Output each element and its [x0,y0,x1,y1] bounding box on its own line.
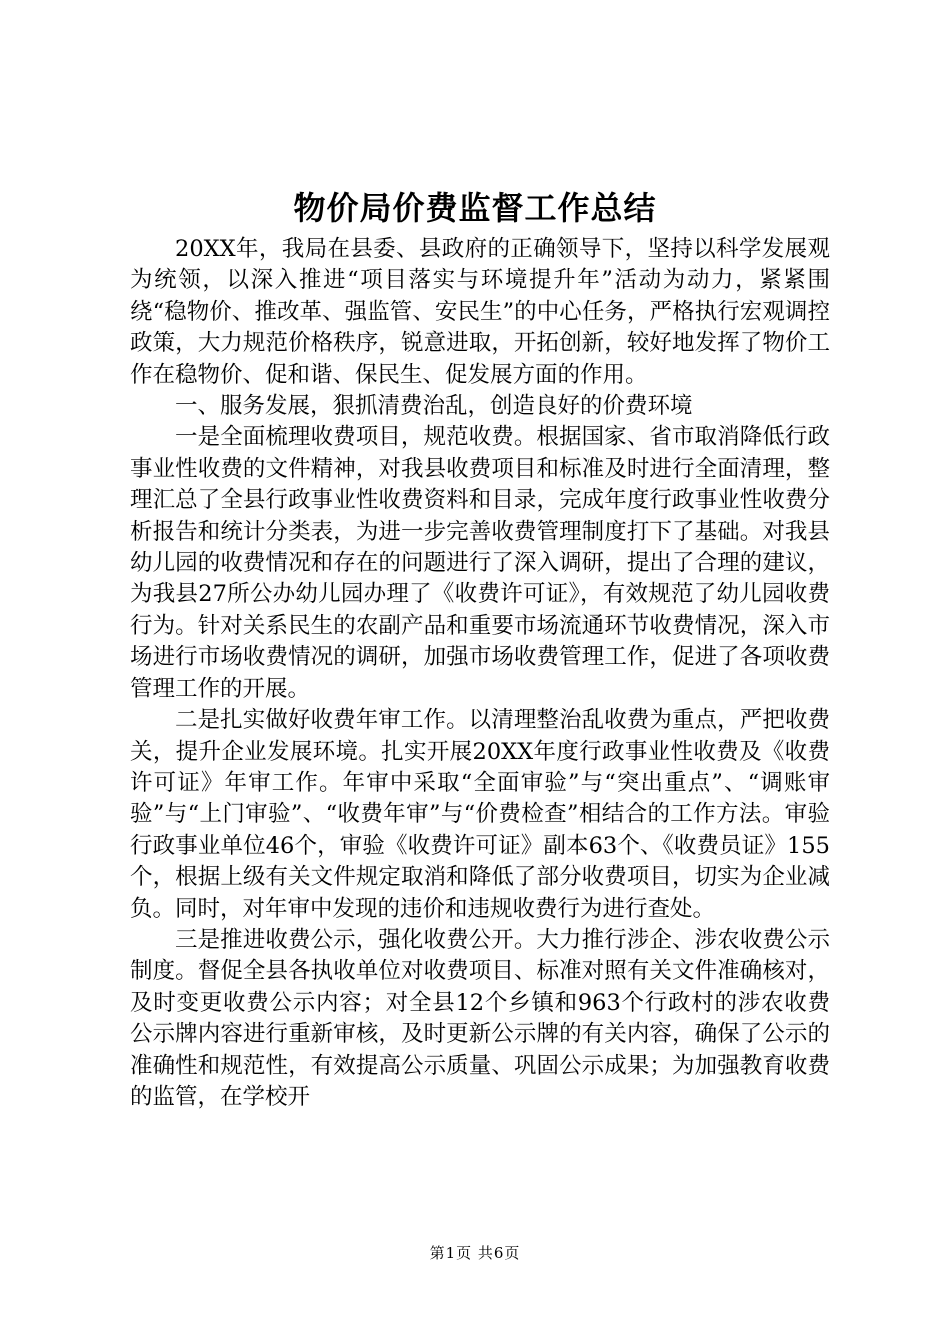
paragraph-intro: 20XX年，我局在县委、县政府的正确领导下，坚持以科学发展观为统领，以深入推进“项目落实与环境提升年”活动为动力，紧紧围绕“稳物价、推改革、强监管、安民生”的中心任务，严格执行宏观调控政策，大力规范价格秩序，锐意进取，开拓创新，较好地发挥了物价工作在稳物价、促和谐、保民生、促发展方面的作用。 [130,236,830,388]
paragraph-item-1: 一是全面梳理收费项目，规范收费。根据国家、省市取消降低行政事业性收费的文件精神，对我县收费项目和标准及时进行全面清理，整理汇总了全县行政事业性收费资料和目录，完成年度行政事业性收费分析报告和统计分类表，为进一步完善收费管理制度打下了基础。对我县幼儿园的收费情况和存在的问题进行了深入调研，提出了合理的建议，为我县27所公办幼儿园办理了《收费许可证》，有效规范了幼儿园收费行为。针对关系民生的农副产品和重要市场流通环节收费情况，深入市场进行市场收费情况的调研，加强市场收费管理工作，促进了各项收费管理工作的开展。 [130,424,830,702]
document-body [130,234,830,1113]
page-number-footer: 第1页 共6页 [429,1244,521,1262]
section-heading-1: 一、服务发展，狠抓清费治乱，创造良好的价费环境 [175,393,693,420]
paragraph-item-2: 二是扎实做好收费年审工作。以清理整治乱收费为重点，严把收费关，提升企业发展环境。扎实开展20XX年度行政事业性收费及《收费许可证》年审工作。年审中采取“全面审验”与“突出重点”、“调账审验”与“上门审验”、“收费年审”与“价费检查”相结合的工作方法。审验行政事业单位46个，审验《收费许可证》副本63个、《收费员证》155个，根据上级有关文件规定取消和降低了部分收费项目，切实为企业减负。同时，对年审中发现的违价和违规收费行为进行查处。 [130,707,830,922]
document-title: 物价局价费监督工作总结 [293,189,657,227]
paragraph-item-3: 三是推进收费公示，强化收费公开。大力推行涉企、涉农收费公示制度。督促全县各执收单位对收费项目、标准对照有关文件准确核对，及时变更收费公示内容；对全县12个乡镇和963个行政村的涉农收费公示牌内容进行重新审核，及时更新公示牌的有关内容，确保了公示的准确性和规范性，有效提高公示质量、巩固公示成果；为加强教育收费的监管，在学校开 [130,926,830,1110]
